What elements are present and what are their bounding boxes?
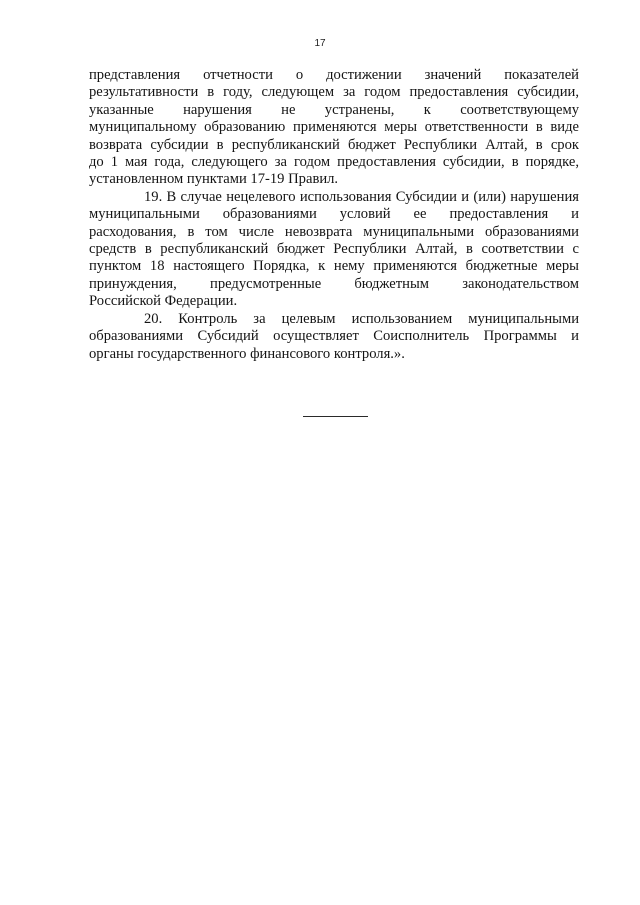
text-line: возврата субсидии в республиканский бюджет Республики Алтай, в срок: [89, 136, 579, 153]
text-line: 20. Контроль за целевым использованием муниципальными: [144, 310, 579, 327]
text-line: органы государственного финансового контроля.».: [89, 345, 405, 362]
text-line: представления отчетности о достижении значений показателей: [89, 67, 579, 83]
text-line: Российской Федерации.: [89, 293, 238, 310]
text-line: указанные нарушения не устранены, к соответствующему: [89, 101, 579, 118]
text-line: установленном пунктами 17-19 Правил.: [89, 171, 339, 188]
text-line: до 1 мая года, следующего за годом предоставления субсидии, в порядке,: [89, 154, 579, 171]
text-line: муниципальными образованиями условий ее предоставления и: [89, 206, 579, 223]
text-line: средств в республиканский бюджет Республики Алтай, в соответствии с: [89, 241, 579, 258]
text-line: расходования, в том числе невозврата муниципальными образованиями: [89, 223, 579, 240]
text-line: результативности в году, следующем за годом предоставления субсидии,: [89, 84, 579, 101]
text-line: принуждения, предусмотренные бюджетным законодательством: [89, 275, 579, 292]
text-line: муниципальному образованию применяются меры ответственности в виде: [89, 119, 579, 136]
page-number: 17: [314, 38, 326, 49]
separator-line: [303, 416, 368, 417]
paragraph-continuation: [89, 67, 579, 189]
paragraph-item-19: [89, 189, 579, 311]
text-line: пунктом 18 настоящего Порядка, к нему применяются бюджетные меры: [89, 258, 579, 275]
paragraph-item-20: [89, 311, 579, 363]
text-line: образованиями Субсидий осуществляет Соисполнитель Программы и: [89, 328, 579, 345]
text-line: 19. В случае нецелевого использования Субсидии и (или) нарушения: [144, 188, 579, 205]
document-body: [89, 67, 579, 363]
